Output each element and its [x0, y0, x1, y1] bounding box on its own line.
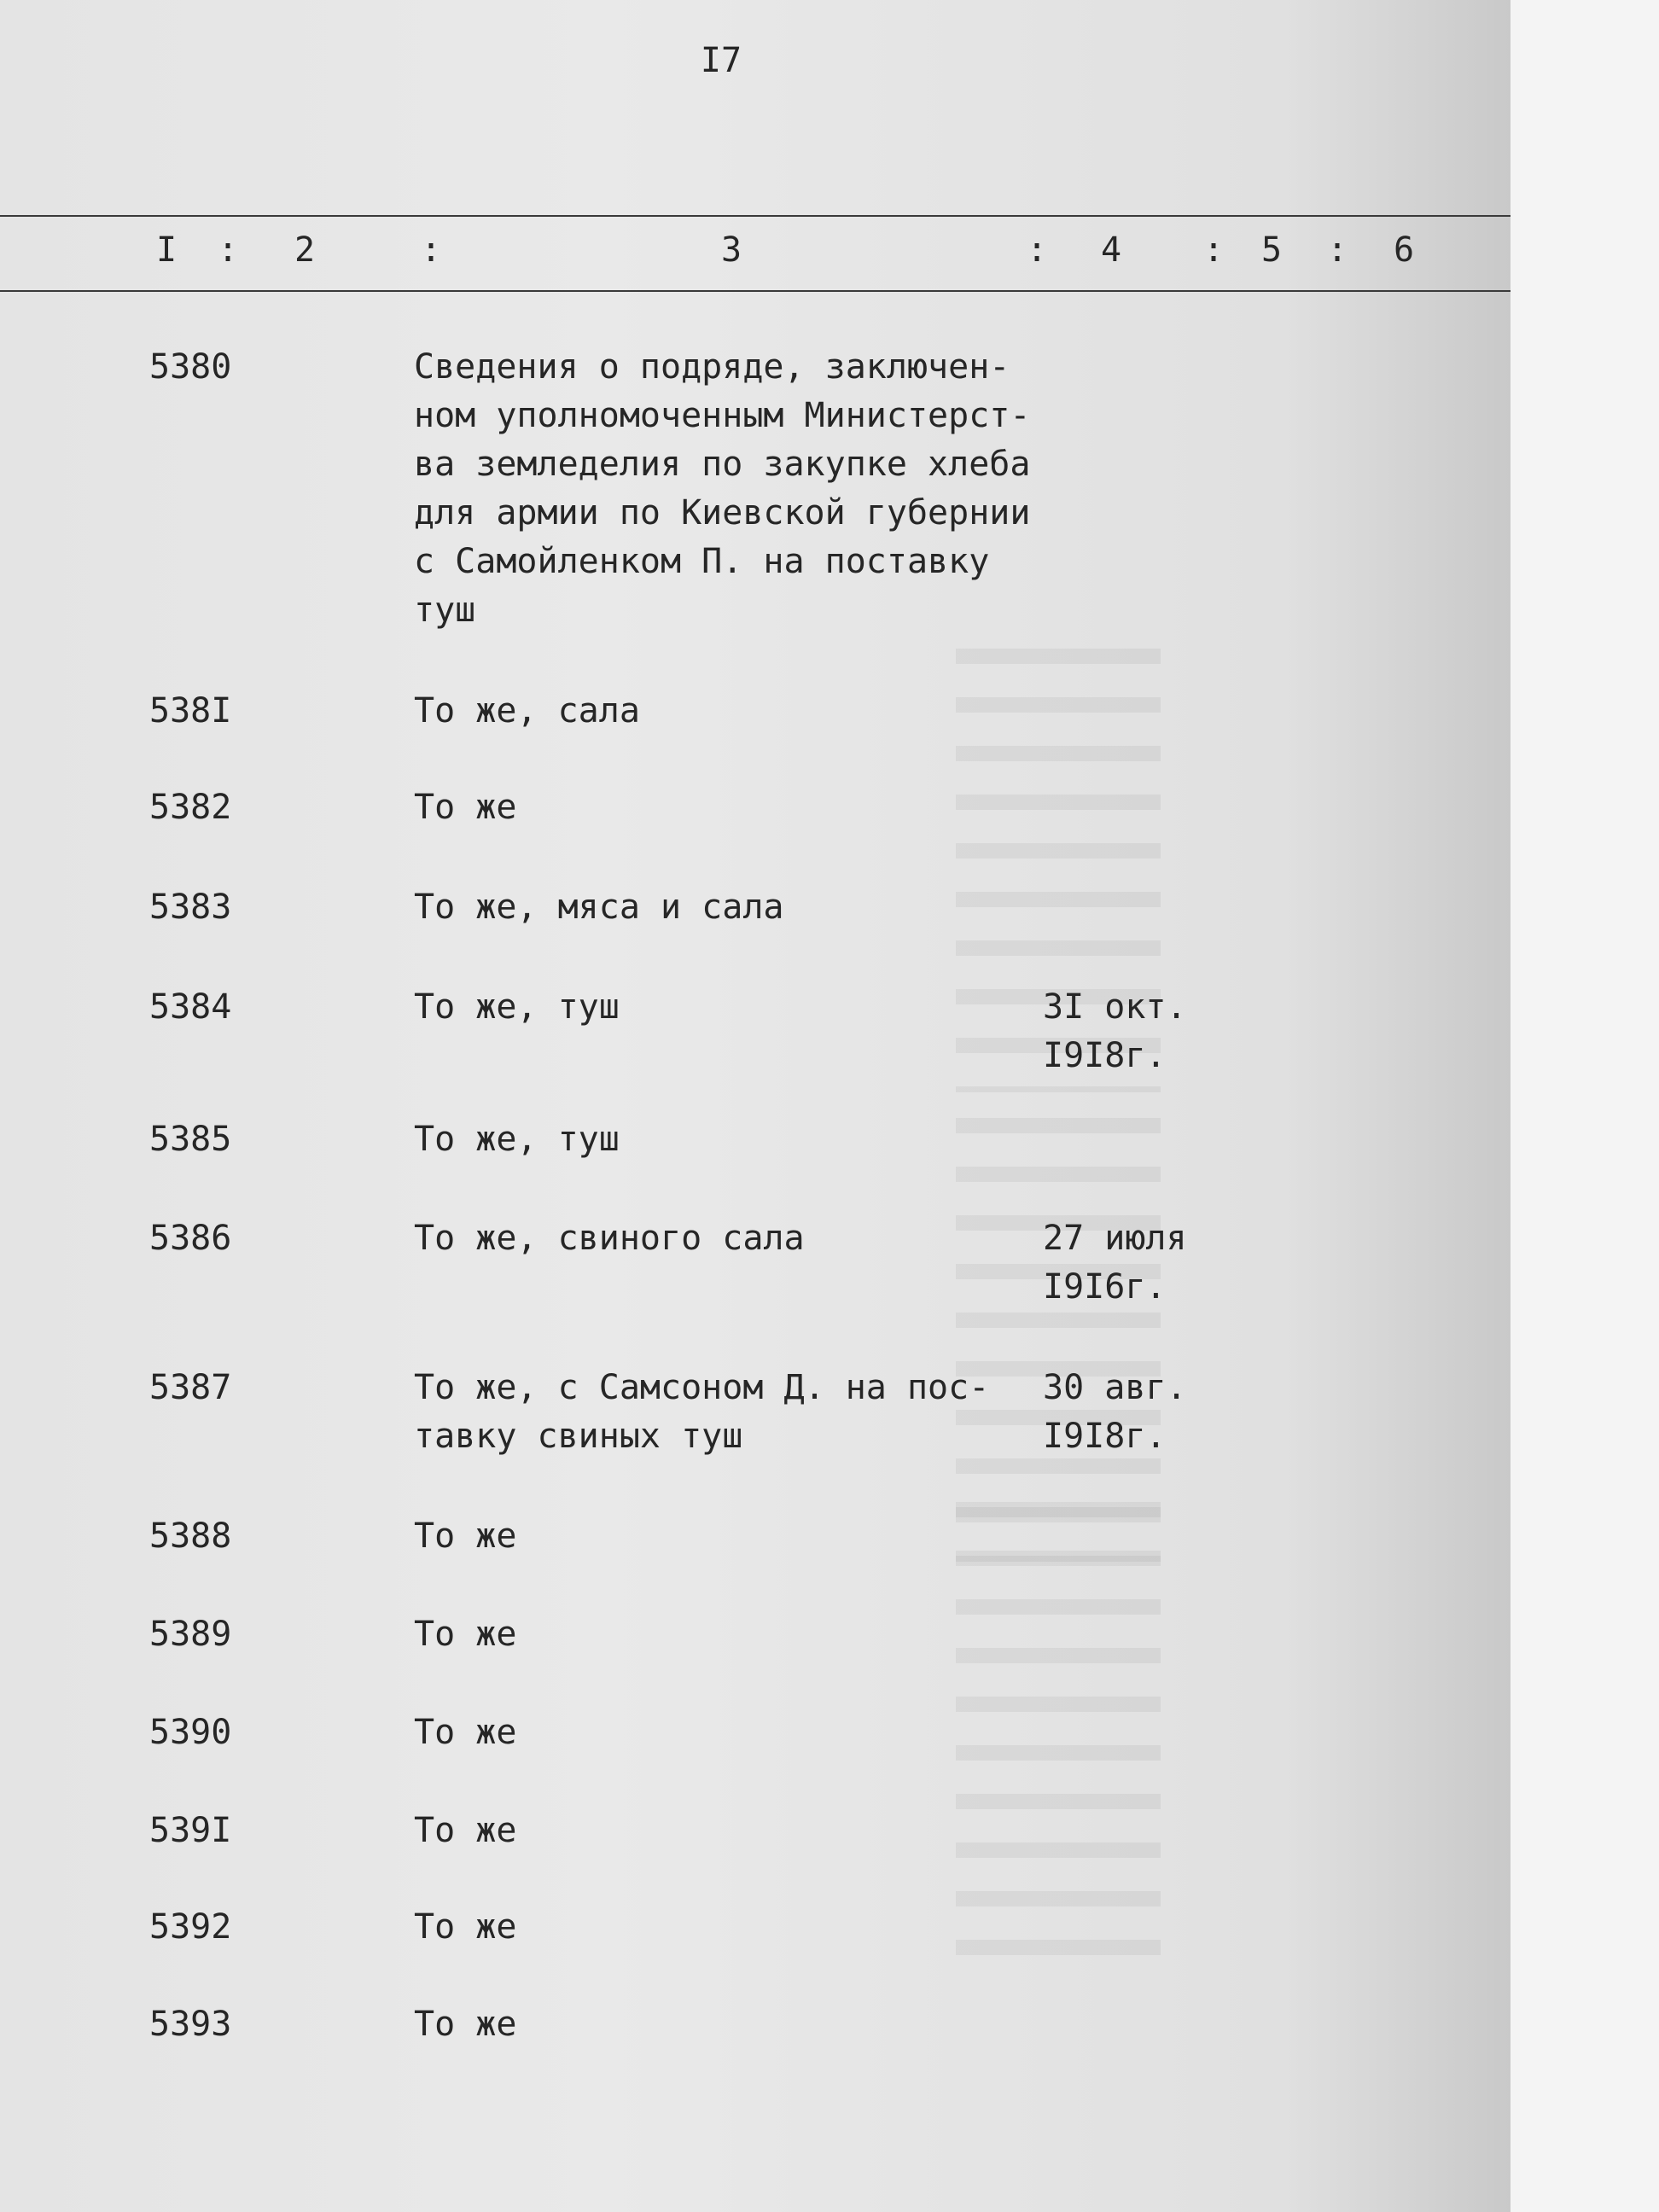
column-header-3: 3 — [721, 230, 742, 270]
entry-description: То же, мяса и сала — [414, 888, 784, 927]
entry-description: То же, с Самсоном Д. на пос- тавку свиных туш — [414, 1368, 990, 1456]
entry-description: То же — [414, 788, 517, 827]
entry-description: То же — [414, 1811, 517, 1850]
entry-number: 5392 — [149, 1907, 232, 1947]
column-header-5: 5 — [1261, 230, 1283, 270]
entry-number: 5380 — [149, 347, 232, 387]
entry-description: То же, свиного сала — [414, 1219, 805, 1258]
entry-number: 5382 — [149, 788, 232, 827]
entry-description: То же — [414, 1907, 517, 1947]
entry-description: То же — [414, 1516, 517, 1556]
entry-number: 5393 — [149, 2005, 232, 2044]
column-header-1: I — [156, 230, 178, 270]
entry-number: 5385 — [149, 1120, 232, 1159]
entry-number: 5384 — [149, 987, 232, 1027]
page-number: I7 — [700, 41, 742, 80]
column-separator: : — [421, 230, 442, 270]
entry-description: То же — [414, 1713, 517, 1752]
entry-number: 5386 — [149, 1219, 232, 1258]
entry-description: То же, туш — [414, 987, 620, 1027]
entry-description: То же, туш — [414, 1120, 620, 1159]
column-separator: : — [1027, 230, 1048, 270]
entry-number: 5383 — [149, 888, 232, 927]
column-separator: : — [1203, 230, 1225, 270]
entry-number: 538I — [149, 691, 232, 731]
entry-number: 539I — [149, 1811, 232, 1850]
entry-date: 3I окт. I9I8г. — [1043, 987, 1187, 1075]
bleed-through-text — [956, 1118, 1161, 1562]
header-bottom-rule — [0, 290, 1511, 292]
entry-date: 30 авг. I9I8г. — [1043, 1368, 1187, 1456]
entry-number: 5389 — [149, 1615, 232, 1654]
entry-number: 5388 — [149, 1516, 232, 1556]
entry-date: 27 июля I9I6г. — [1043, 1219, 1187, 1307]
column-header-4: 4 — [1101, 230, 1122, 270]
entry-description: То же — [414, 2005, 517, 2044]
entry-description: То же — [414, 1615, 517, 1654]
column-separator: : — [218, 230, 239, 270]
column-separator: : — [1327, 230, 1348, 270]
column-header-2: 2 — [294, 230, 316, 270]
column-header-6: 6 — [1394, 230, 1415, 270]
entry-number: 5390 — [149, 1713, 232, 1752]
entry-number: 5387 — [149, 1368, 232, 1407]
column-header-row — [0, 224, 1511, 283]
entry-description: Сведения о подряде, заключен- ном уполномоченным Министерст- ва земледелия по закупке хлеба для армии по Киевской губернии с Самойленком П. на поставку туш — [414, 347, 1031, 630]
underlying-page — [1511, 0, 1659, 2212]
header-top-rule — [0, 215, 1511, 217]
entry-description: То же, сала — [414, 691, 640, 731]
